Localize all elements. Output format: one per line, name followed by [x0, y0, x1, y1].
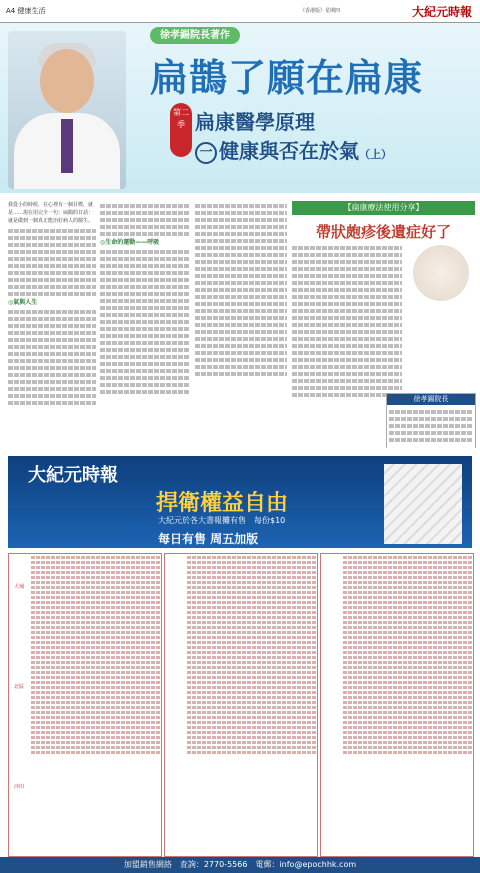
ad-price: 大紀元於各大書報攤有售 每份$10: [158, 516, 286, 525]
section-heading: ◎氣與人生: [8, 299, 38, 306]
page-date: 《香港版》星期四: [300, 8, 341, 14]
region-label: 沙田: [13, 784, 24, 790]
author-info-box: [386, 393, 476, 448]
author-photo: [8, 31, 126, 189]
newspaper-stack-icon: [384, 464, 462, 544]
sidebar-title: 【扁康療法使用分享】: [292, 201, 475, 215]
ad-slogan: 捍衛權益自由: [156, 491, 289, 516]
footer-bar: 加盟銷售網絡 查詢：2770-5566 電郵：info@epochhk.com: [0, 857, 480, 873]
paragraph: 我從小的時候，在心裡有一個目標，就是……現在用完全一句：扁鵲的日話：就是做到一個真正能治好病人的醫生。: [8, 202, 94, 224]
sidebar-headline: 帶狀皰疹後遺症好了: [315, 223, 451, 241]
distribution-directory-col-3: [320, 553, 474, 857]
region-label: 北區: [13, 684, 24, 690]
hero-banner: [0, 23, 480, 193]
page-header: [0, 0, 480, 23]
article-column-2: [100, 201, 190, 446]
ad-daily: 每日有售 周五加版: [158, 532, 259, 546]
distribution-directory-col-2: [164, 553, 318, 857]
author-pill: 徐孝錫院長著作: [150, 27, 240, 44]
article-subtitle-2: 一 健康與否在於氣（上）: [195, 135, 392, 164]
info-title: 徐孝錫院長: [387, 394, 475, 405]
chapter-number: 一: [195, 142, 217, 164]
ad-logo: 大紀元時報: [28, 465, 118, 486]
season-badge: 第二季: [170, 103, 192, 157]
article-column-1: [8, 201, 96, 446]
feature-article: [0, 23, 480, 448]
region-label: 大埔: [13, 584, 24, 590]
masthead-logo: 大紀元時報: [411, 5, 472, 19]
distribution-directory-col-1: [8, 553, 162, 857]
article-subtitle: 扁康醫學原理: [195, 110, 315, 134]
article-title: 扁鵲了願在扁康: [150, 56, 424, 100]
newspaper-ad-banner[interactable]: [8, 456, 472, 548]
section-heading: ◎生命的運動——呼吸: [100, 239, 160, 246]
page-number: A4 健康生活: [6, 7, 46, 15]
lung-illustration-icon: [413, 245, 469, 301]
article-column-3: [195, 201, 287, 446]
